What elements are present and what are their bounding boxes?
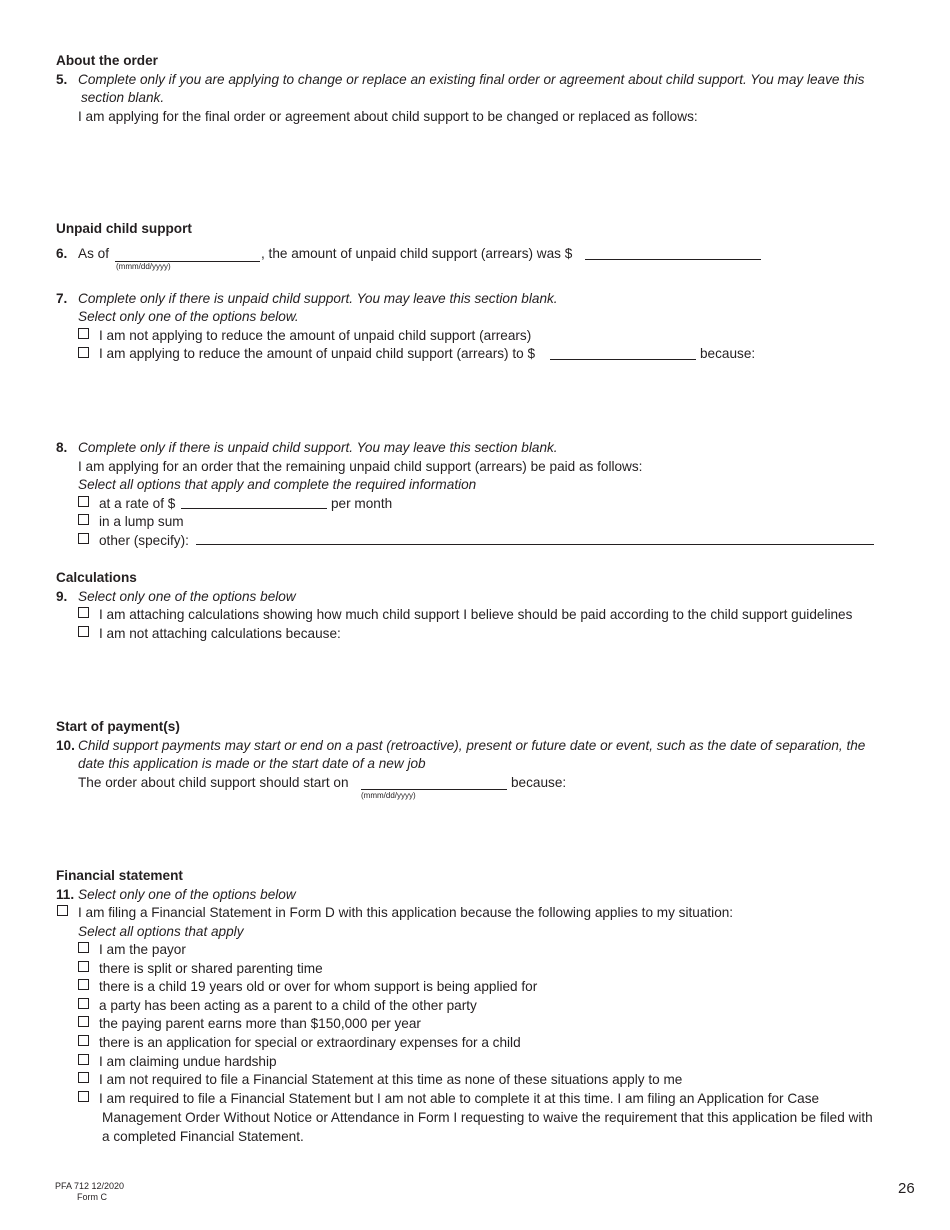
q10-instruction: Child support payments may start or end on a past (retroactive), present or future date or event, such as the date of separation, the	[78, 738, 866, 753]
q11-last-option-label-cont: Management Order Without Notice or Attendance in Form I requesting to waive the requirement that this application be filed with	[102, 1110, 873, 1125]
form-name: Form C	[77, 1192, 107, 1202]
q8-select: Select all options that apply and complete the required information	[78, 477, 477, 492]
unpaid-heading: Unpaid child support	[56, 221, 192, 236]
q11-option-label: there is an application for special or extraordinary expenses for a child	[99, 1035, 521, 1050]
page-number: 26	[898, 1180, 915, 1197]
q10-date-hint: (mmm/dd/yyyy)	[361, 791, 416, 800]
q8-other-field[interactable]	[196, 544, 874, 545]
q11-select-all: Select all options that apply	[78, 924, 244, 939]
q8-number: 8.	[56, 440, 68, 455]
q11-filing-label: I am filing a Financial Statement in Form D with this application because the following applies to my situation:	[78, 905, 734, 920]
q7-because: because:	[700, 346, 756, 361]
q5-instruction-cont: section blank.	[81, 90, 165, 105]
q11-option-checkbox[interactable]	[78, 998, 89, 1009]
q8-rate-checkbox[interactable]	[78, 496, 89, 507]
q7-select: Select only one of the options below.	[78, 309, 299, 324]
start-heading: Start of payment(s)	[56, 719, 180, 734]
q11-number: 11.	[56, 887, 75, 902]
q9-option1-label: I am attaching calculations showing how much child support I believe should be paid according to the child support guidelines	[99, 607, 853, 622]
q9-number: 9.	[56, 589, 68, 604]
q8-lump-sum-checkbox[interactable]	[78, 514, 89, 525]
q9-select: Select only one of the options below	[78, 589, 296, 604]
q8-other-checkbox[interactable]	[78, 533, 89, 544]
q5-number: 5.	[56, 72, 68, 87]
q8-lump-sum-label: in a lump sum	[99, 514, 184, 529]
q10-instruction-cont: date this application is made or the start date of a new job	[78, 756, 426, 771]
q7-instruction: Complete only if there is unpaid child support. You may leave this section blank.	[78, 291, 558, 306]
q8-other-label: other (specify):	[99, 533, 189, 548]
q11-option-checkbox[interactable]	[78, 961, 89, 972]
financial-heading: Financial statement	[56, 868, 183, 883]
q6-number: 6.	[56, 246, 68, 261]
q8-rate-label: at a rate of $	[99, 496, 176, 511]
q7-option1-label: I am not applying to reduce the amount of unpaid child support (arrears)	[99, 328, 532, 343]
q11-last-option-label-cont2: a completed Financial Statement.	[102, 1129, 304, 1144]
q11-option-label: there is split or shared parenting time	[99, 961, 323, 976]
q10-number: 10.	[56, 738, 75, 753]
form-code: PFA 712 12/2020	[55, 1181, 125, 1191]
q8-instruction: Complete only if there is unpaid child support. You may leave this section blank.	[78, 440, 558, 455]
calc-heading: Calculations	[56, 570, 137, 585]
q11-option-checkbox[interactable]	[78, 942, 89, 953]
q11-option-checkbox[interactable]	[78, 1054, 89, 1065]
q10-statement: The order about child support should start on	[78, 775, 349, 790]
q11-option-checkbox[interactable]	[78, 1035, 89, 1046]
q8-per-month: per month	[331, 496, 393, 511]
q11-option-label: I am the payor	[99, 942, 186, 957]
q11-last-option-checkbox[interactable]	[78, 1091, 89, 1102]
q11-select: Select only one of the options below	[78, 887, 296, 902]
q5-instruction: Complete only if you are applying to change or replace an existing final order or agreement about child support. You may leave this	[78, 72, 865, 87]
q9-option2-label: I am not attaching calculations because:	[99, 626, 341, 641]
q7-number: 7.	[56, 291, 68, 306]
q5-statement: I am applying for the final order or agreement about child support to be changed or replaced as follows:	[78, 109, 698, 124]
about-heading: About the order	[56, 53, 158, 68]
q10-date-field[interactable]	[361, 789, 507, 790]
q10-because: because:	[511, 775, 567, 790]
q9-option2-checkbox[interactable]	[78, 626, 89, 637]
q8-rate-field[interactable]	[181, 508, 327, 509]
q6-date-hint: (mmm/dd/yyyy)	[116, 262, 171, 271]
q11-filing-checkbox[interactable]	[57, 905, 68, 916]
q6-amount-field[interactable]	[585, 259, 761, 260]
q11-last-option-label: I am required to file a Financial Statement but I am not able to complete it at this time. I am filing an Application for Case	[99, 1091, 820, 1106]
q11-option-label: I am not required to file a Financial Statement at this time as none of these situations apply to me	[99, 1072, 683, 1087]
q11-option-label: a party has been acting as a parent to a child of the other party	[99, 998, 477, 1013]
q11-option-checkbox[interactable]	[78, 1072, 89, 1083]
q8-statement: I am applying for an order that the remaining unpaid child support (arrears) be paid as follows:	[78, 459, 643, 474]
q7-option1-checkbox[interactable]	[78, 328, 89, 339]
q11-option-label: the paying parent earns more than $150,000 per year	[99, 1016, 421, 1031]
q7-option2-label: I am applying to reduce the amount of unpaid child support (arrears) to $	[99, 346, 536, 361]
q11-option-label: I am claiming undue hardship	[99, 1054, 277, 1069]
q9-option1-checkbox[interactable]	[78, 607, 89, 618]
q11-option-checkbox[interactable]	[78, 1016, 89, 1027]
q7-option2-checkbox[interactable]	[78, 347, 89, 358]
q6-amount-text: , the amount of unpaid child support (arrears) was $	[261, 246, 573, 261]
q6-as-of: As of	[78, 246, 109, 261]
q11-option-checkbox[interactable]	[78, 979, 89, 990]
q11-option-label: there is a child 19 years old or over for whom support is being applied for	[99, 979, 538, 994]
q7-amount-field[interactable]	[550, 359, 696, 360]
